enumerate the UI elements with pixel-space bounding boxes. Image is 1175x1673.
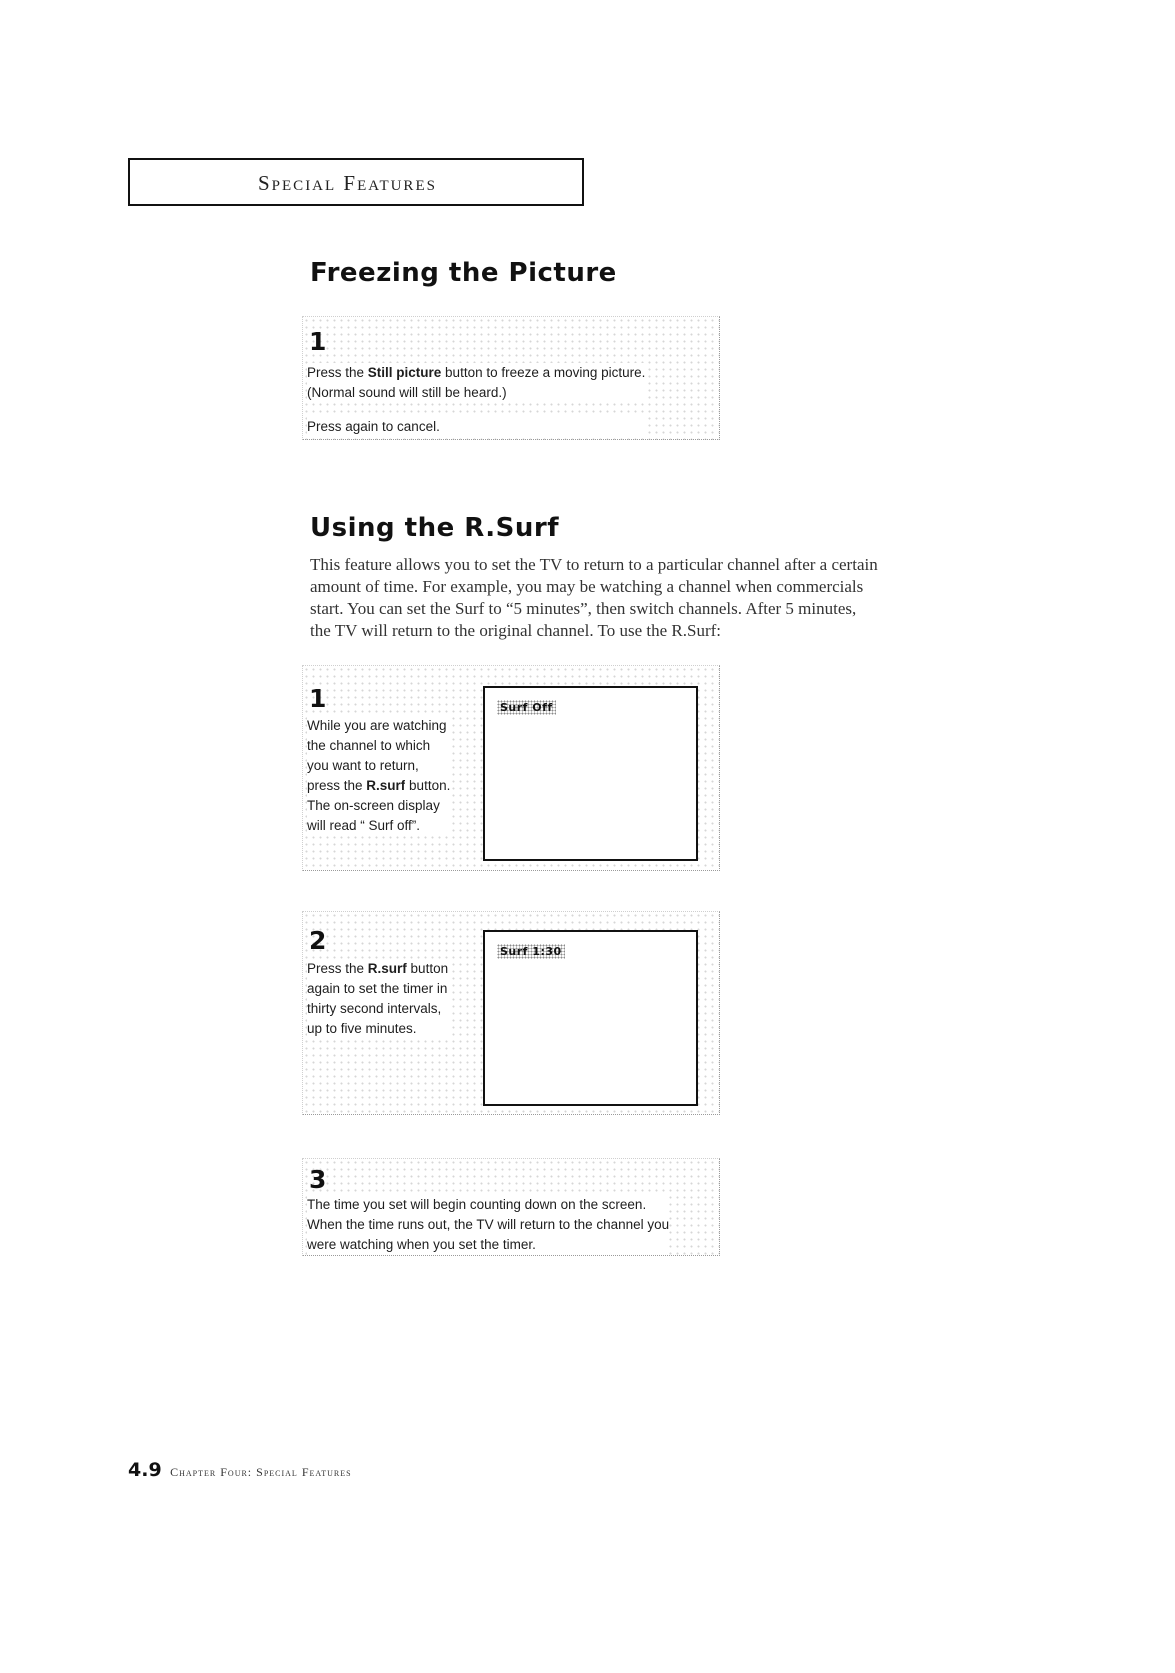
rsurf-step-2-text [307,959,448,1039]
button-name-rsurf: R.surf [367,961,407,976]
intro-line: This feature allows you to set the TV to return to a particular channel after a certain [310,555,878,574]
chapter-label: Chapter Four: Special Features [170,1465,352,1479]
text-run: button. [405,778,451,793]
step-line [307,1235,669,1255]
intro-line: the TV will return to the original channel. To use the R.Surf: [310,621,721,640]
tv-screen-illustration [483,930,698,1106]
text-run: The on-screen display [307,798,440,813]
intro-line: amount of time. For example, you may be watching a channel when commercials [310,577,864,596]
text-run: button [406,961,449,976]
step-line [307,959,448,979]
text-run: button to freeze a moving picture. [441,365,646,380]
section-header-box [128,158,584,206]
freeze-step-1-box [302,316,720,440]
text-run: Press the [307,961,368,976]
step-line [307,1019,448,1039]
step-line [307,756,450,776]
rsurf-heading: Using the R.Surf [310,513,560,543]
step-line [307,716,450,736]
osd-surf-off: Surf Off [497,700,556,715]
text-run: will read “ Surf off”. [307,818,421,833]
section-title: Special Features [258,171,437,195]
button-name-rsurf: R.surf [366,778,406,793]
rsurf-step-2-box [302,911,720,1115]
step-line [307,1215,669,1235]
step-line [307,796,450,816]
step-line [307,999,448,1019]
step-line [307,383,645,403]
text-run: press the [307,778,367,793]
rsurf-step-3-box [302,1158,720,1256]
freeze-step-1-text [307,363,645,437]
step-number: 2 [309,926,327,955]
text-run: up to five minutes. [307,1021,417,1036]
text-run: Press again to cancel. [307,419,440,434]
step-line [307,363,645,383]
step-line [307,736,450,756]
text-run: you want to return, [307,758,419,773]
text-run: again to set the timer in [307,981,448,996]
rsurf-intro-paragraph [310,554,990,642]
text-run: the channel to which [307,738,431,753]
button-name-still-picture: Still picture [367,365,442,380]
freeze-heading: Freezing the Picture [310,258,617,288]
page-footer [128,1459,352,1481]
text-run: The time you set will begin counting down on the screen. [307,1197,647,1212]
intro-line: start. You can set the Surf to “5 minutes”, then switch channels. After 5 minutes, [310,599,857,618]
text-run: When the time runs out, the TV will return to the channel you [307,1217,670,1232]
step-line [307,816,450,836]
rsurf-step-3-text [307,1195,669,1255]
rsurf-step-1-text [307,716,450,836]
osd-surf-timer: Surf 1:30 [497,944,565,959]
text-run: were watching when you set the timer. [307,1237,536,1252]
step-number: 1 [309,684,327,713]
rsurf-step-1-box [302,665,720,871]
text-run: Press the [307,365,368,380]
step-number: 3 [309,1165,327,1194]
tv-screen-illustration [483,686,698,861]
step-line [307,1195,669,1215]
text-run: (Normal sound will still be heard.) [307,385,507,400]
text-run: thirty second intervals, [307,1001,442,1016]
text-run: While you are watching [307,718,447,733]
step-line [307,979,448,999]
step-line [307,417,645,437]
step-line [307,776,450,796]
page-number: 4.9 [128,1459,162,1481]
step-number: 1 [309,327,327,356]
